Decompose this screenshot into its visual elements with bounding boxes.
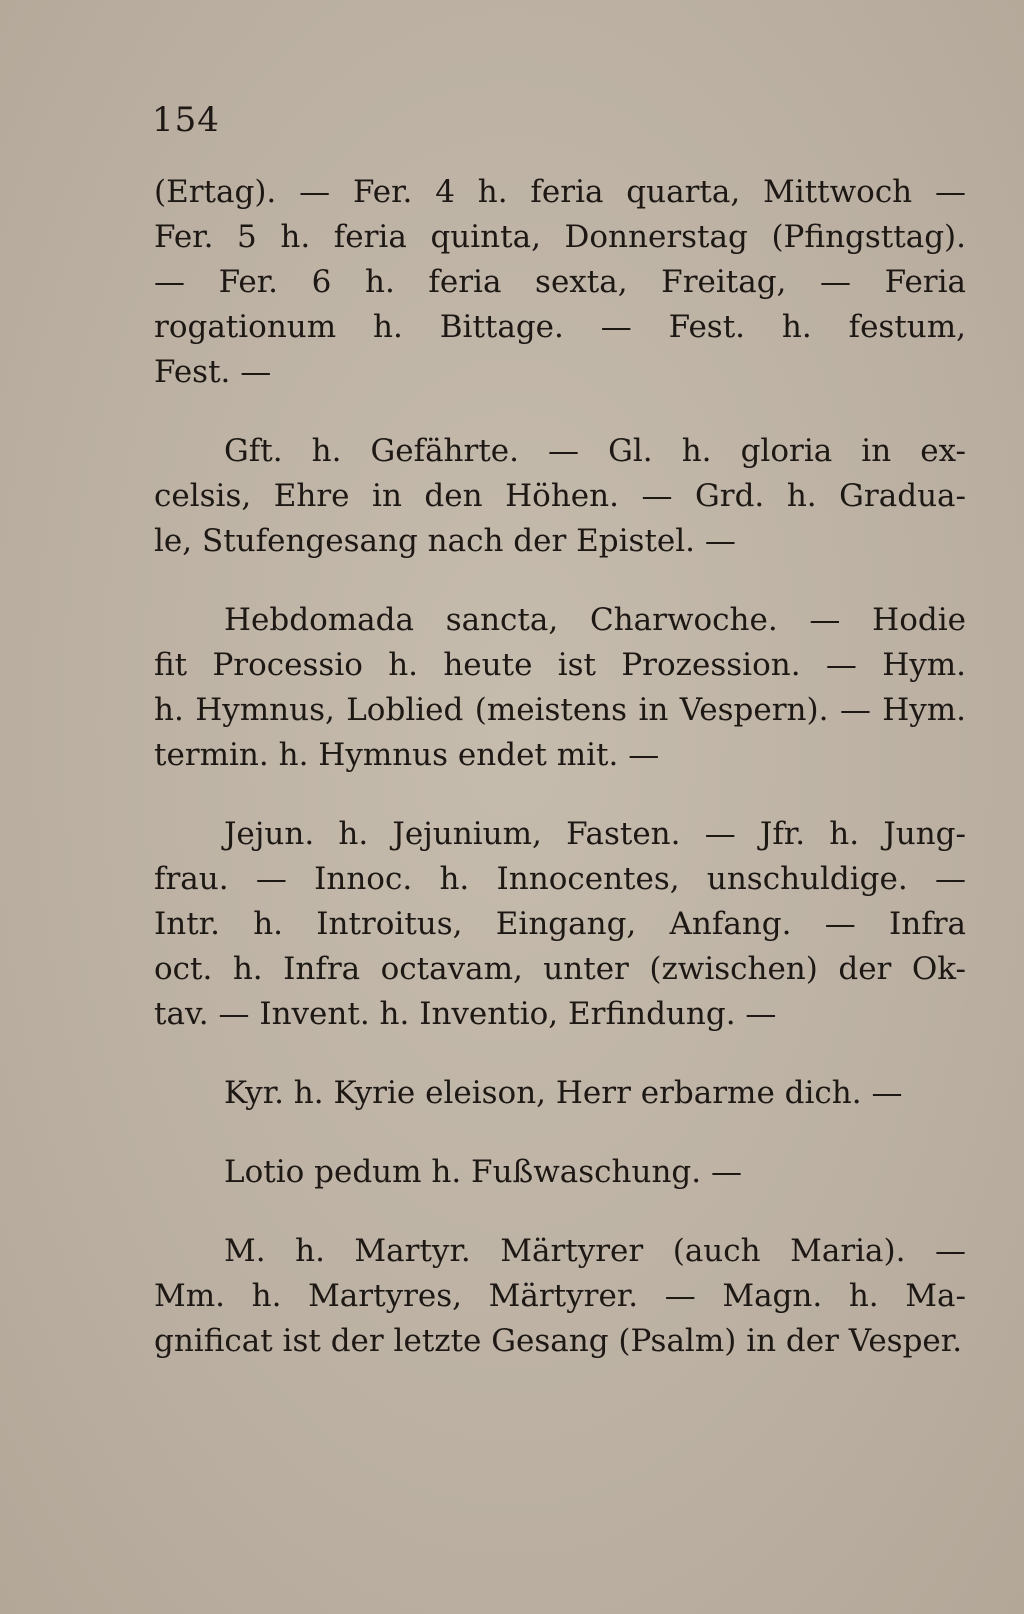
paragraph-feria	[154, 170, 966, 395]
paragraph-k	[154, 1071, 966, 1116]
text-line: Gft. h. Gefährte. — Gl. h. gloria in ex-	[224, 433, 966, 469]
text-line: Kyr. h. Kyrie eleison, Herr erbarme dich. —	[224, 1075, 903, 1111]
paragraph-h	[154, 598, 966, 778]
text-line: — Fer. 6 h. feria sexta, Freitag, — Feria	[154, 264, 966, 300]
paragraph-i-j	[154, 812, 966, 1037]
paragraph-l	[154, 1150, 966, 1195]
text-line: (Ertag). — Fer. 4 h. feria quarta, Mittwoch —	[154, 174, 966, 210]
text-line: Fer. 5 h. feria quinta, Donnerstag (Pfingsttag).	[154, 219, 966, 255]
text-line: oct. h. Infra octavam, unter (zwischen) der Ok-	[154, 951, 966, 987]
text-line: termin. h. Hymnus endet mit. —	[154, 737, 660, 773]
paragraph-g	[154, 429, 966, 564]
text-line: Mm. h. Martyres, Märtyrer. — Magn. h. Ma-	[154, 1278, 966, 1314]
glossary-text	[154, 170, 966, 1398]
text-line: celsis, Ehre in den Höhen. — Grd. h. Gradua-	[154, 478, 966, 514]
text-line: Jejun. h. Jejunium, Fasten. — Jfr. h. Jung-	[224, 816, 966, 852]
text-line: tav. — Invent. h. Inventio, Erfindung. —	[154, 996, 777, 1032]
text-line: frau. — Innoc. h. Innocentes, unschuldige. —	[154, 861, 966, 897]
text-line: M. h. Martyr. Märtyrer (auch Maria). —	[224, 1233, 966, 1269]
page-number: 154	[152, 100, 220, 140]
text-line: fit Processio h. heute ist Prozession. — Hym.	[154, 647, 966, 683]
text-line: Hebdomada sancta, Charwoche. — Hodie	[224, 602, 966, 638]
text-line: Intr. h. Introitus, Eingang, Anfang. — Infra	[154, 906, 966, 942]
text-line: Lotio pedum h. Fußwaschung. —	[224, 1154, 742, 1190]
text-line: h. Hymnus, Loblied (meistens in Vespern). — Hym.	[154, 692, 966, 728]
text-line: rogationum h. Bittage. — Fest. h. festum,	[154, 309, 966, 345]
text-line: le, Stufengesang nach der Epistel. —	[154, 523, 736, 559]
paragraph-m	[154, 1229, 966, 1364]
text-line: Fest. —	[154, 354, 272, 390]
text-line: gnificat ist der letzte Gesang (Psalm) in der Vesper.	[154, 1323, 963, 1359]
